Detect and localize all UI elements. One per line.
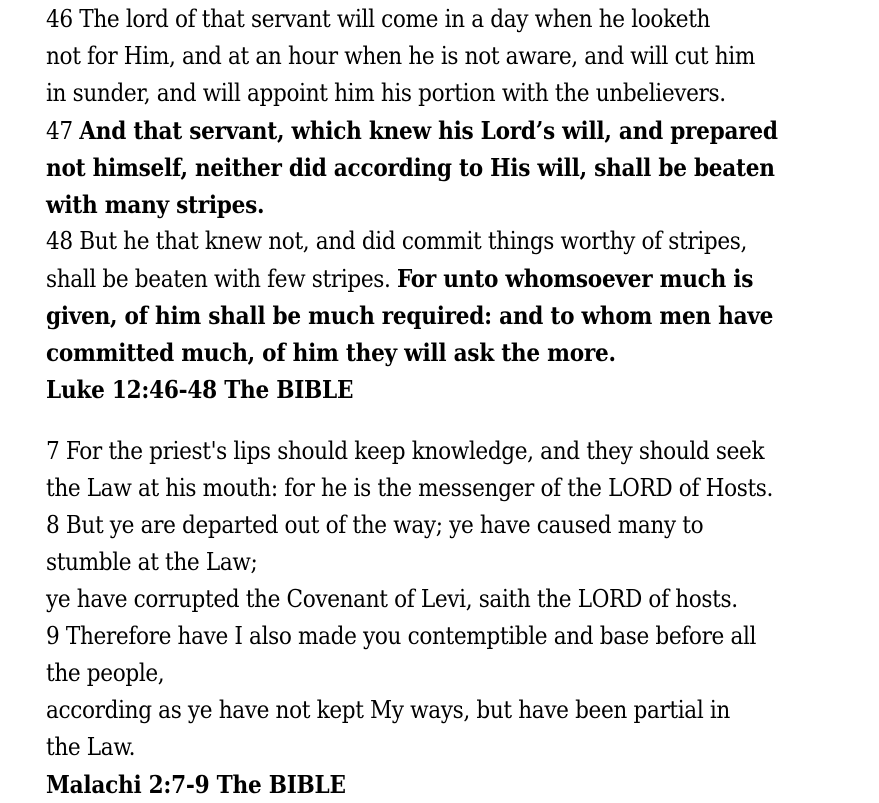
verse-line: not for Him, and at an hour when he is not aware, and will cut him [46,42,755,70]
bold-verse-line: with many stripes. [46,190,265,219]
passage-malachi [46,433,846,803]
verse-line: in sunder, and will appoint him his portion with the unbelievers. [46,79,726,107]
verse-line: according as ye have not kept My ways, but have been partial in [46,696,730,724]
verse-line: 7 For the priest's lips should keep knowledge, and they should seek [46,437,765,465]
passage-luke [46,1,846,408]
scripture-reference: Luke 12:46-48 The BIBLE [46,375,354,404]
verse-line: 8 But ye are departed out of the way; ye have caused many to [46,511,704,539]
bold-verse-line: given, of him shall be much required: and to whom men have [46,301,774,330]
verse-number: 47 [46,117,80,145]
verse-line: the Law at his mouth: for he is the messenger of the LORD of Hosts. [46,474,774,502]
verse-text: shall be beaten with few stripes. [46,265,397,293]
bold-verse-line: committed much, of him they will ask the more. [46,338,616,367]
verse-line: ye have corrupted the Covenant of Levi, saith the LORD of hosts. [46,585,738,613]
verse-line: stumble at the Law; [46,548,258,576]
verse-line: the people, [46,659,165,687]
bold-verse-text: And that servant, which knew his Lord’s will, and prepared [79,116,778,145]
scripture-reference: Malachi 2:7-9 The BIBLE [46,770,346,799]
verse-line: 48 But he that knew not, and did commit things worthy of stripes, [46,227,748,255]
bold-verse-text: For unto whomsoever much is [397,264,754,293]
verse-line: 46 The lord of that servant will come in a day when he looketh [46,5,711,33]
verse-line [46,112,846,149]
verse-line: the Law. [46,733,136,761]
verse-line [46,260,846,297]
bold-verse-line: not himself, neither did according to His will, shall be beaten [46,153,775,182]
verse-line: 9 Therefore have I also made you contemptible and base before all [46,622,757,650]
